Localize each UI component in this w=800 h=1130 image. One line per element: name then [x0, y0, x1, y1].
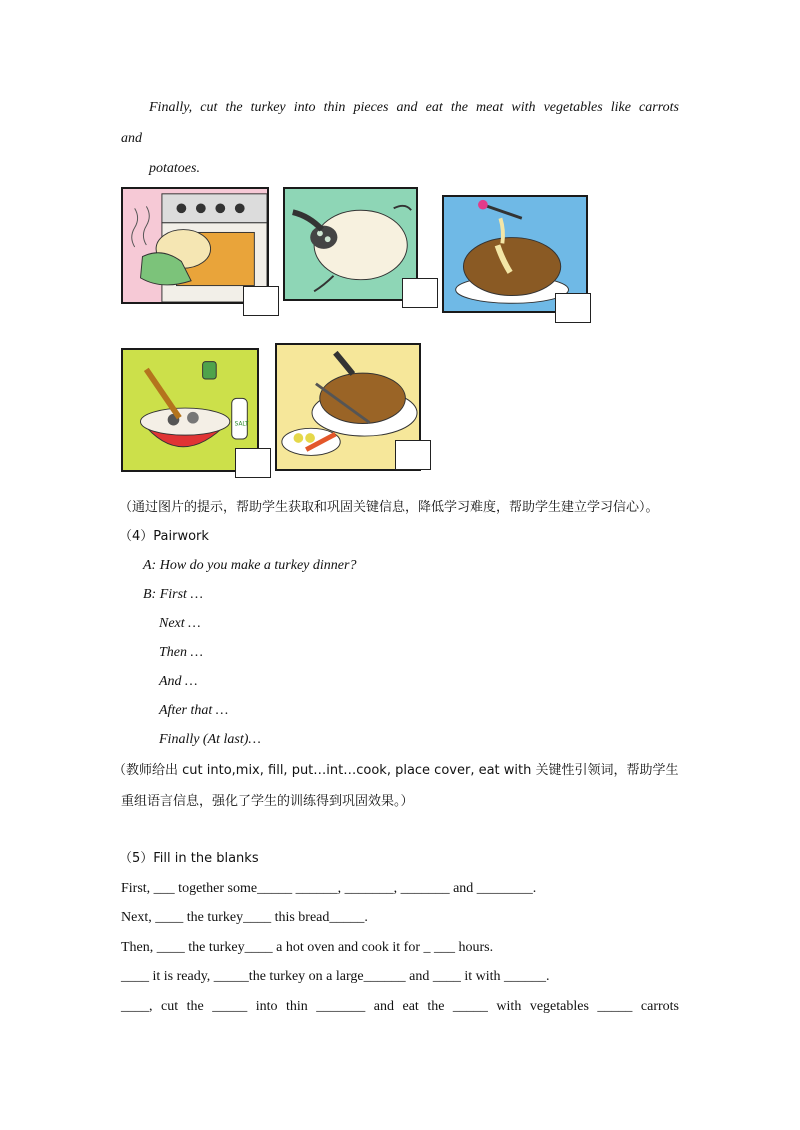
- pairwork-step: Next …: [159, 616, 201, 631]
- stuffing-turkey-illustration: [283, 187, 418, 301]
- pairwork-step: Finally (At last)…: [159, 732, 261, 747]
- fill-blank-line: Next, ____ the turkey____ this bread_____.: [121, 910, 368, 925]
- salt-label: SALT: [234, 421, 249, 428]
- fill-blanks-heading: （5）Fill in the blanks: [119, 851, 259, 866]
- note-picture-hint: （通过图片的提示，帮助学生获取和巩固关键信息，降低学习难度，帮助学生建立学习信心）。: [119, 500, 659, 515]
- pairwork-step: Then …: [159, 645, 203, 660]
- answer-box-1[interactable]: [243, 286, 279, 316]
- intro-line-2: and: [121, 131, 142, 146]
- answer-box-5[interactable]: [395, 440, 431, 470]
- pairwork-question: A: How do you make a turkey dinner?: [143, 558, 357, 573]
- intro-line-1: Finally, cut the turkey into thin pieces and eat the meat with vegetables like carrots: [149, 100, 679, 115]
- fill-blank-line: ____, cut the _____ into thin _______ and eat the _____ with vegetables _____ carrots: [121, 999, 679, 1014]
- note-teacher-keywords-line1: （教师给出 cut into,mix, fill, put…int…cook, place cover, eat with 关键性引领词，帮助学生: [113, 763, 679, 778]
- answer-box-2[interactable]: [402, 278, 438, 308]
- note-teacher-keywords-line2: 重组语言信息，强化了学生的训练得到巩固效果。）: [121, 794, 414, 809]
- answer-box-4[interactable]: [235, 448, 271, 478]
- pairwork-heading: （4）Pairwork: [119, 529, 209, 544]
- pairwork-step: After that …: [159, 703, 229, 718]
- intro-line-3: potatoes.: [149, 161, 200, 176]
- fill-blank-line: Then, ____ the turkey____ a hot oven and cook it for _ ___ hours.: [121, 940, 494, 955]
- fill-blank-line: ____ it is ready, _____the turkey on a large______ and ____ it with ______.: [121, 969, 550, 984]
- answer-box-3[interactable]: [555, 293, 591, 323]
- fill-blank-line: First, ___ together some_____ ______, _______, _______ and ________.: [121, 881, 537, 896]
- pairwork-answer-first: B: First …: [143, 587, 203, 602]
- pairwork-step: And …: [159, 674, 198, 689]
